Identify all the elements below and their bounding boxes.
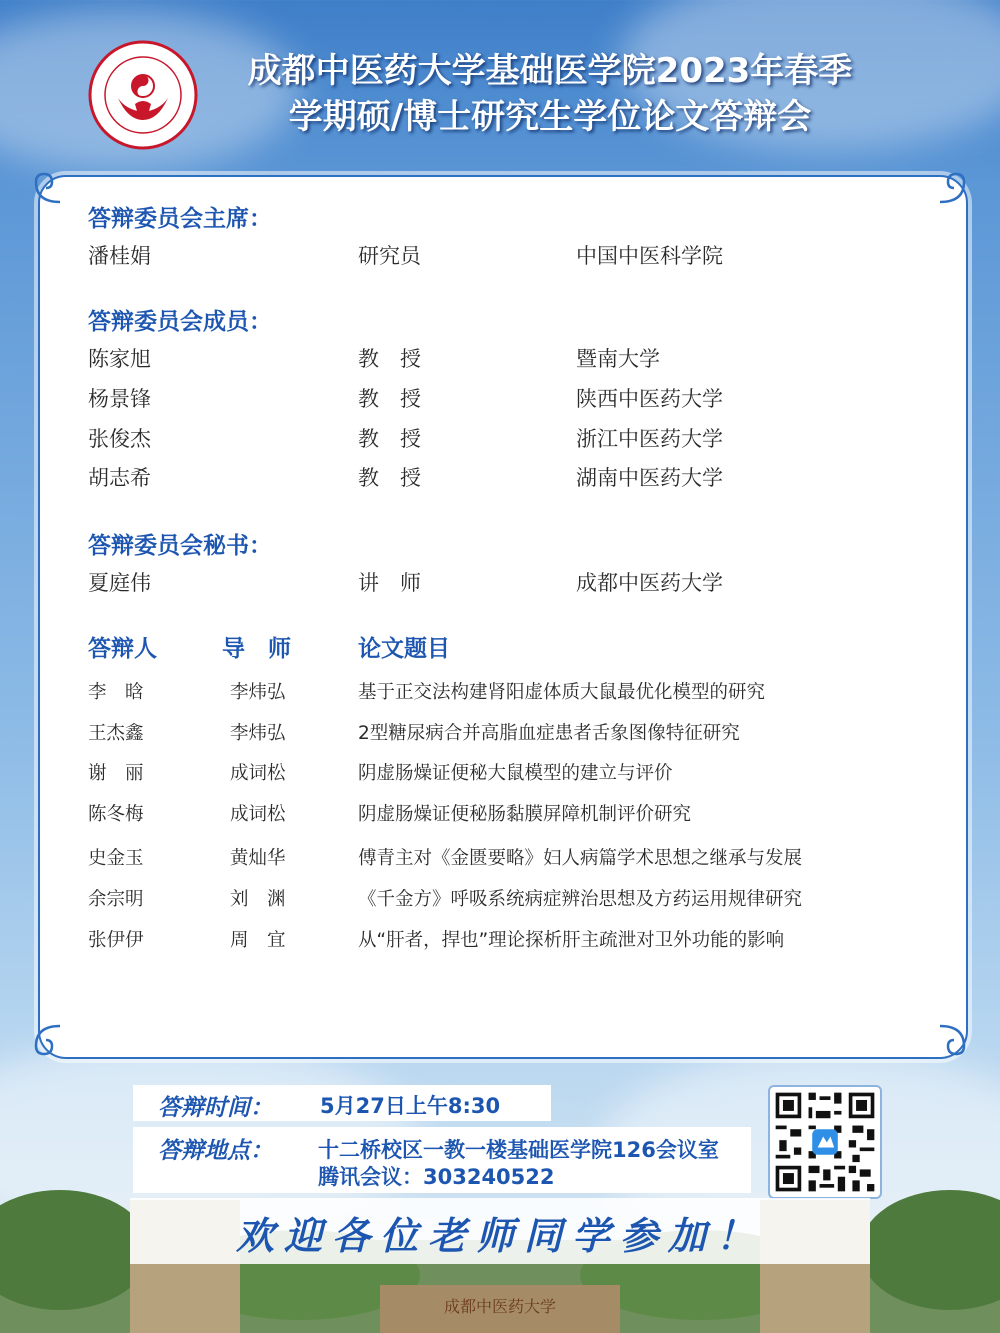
member-rank: 教 授 [358,466,421,490]
committee-row [88,383,888,413]
student-name: 李 晗 [88,682,144,703]
corner-ornament-icon [932,1022,970,1060]
advisor-name: 李炜弘 [230,723,286,744]
header-student: 答辩人 [88,636,157,662]
member-name: 夏庭伟 [88,571,151,595]
member-name: 胡志希 [88,466,151,490]
thesis-topic: 2型糖尿病合并高脂血症患者舌象图像特征研究 [358,723,740,744]
header-advisor: 导 师 [222,636,291,662]
place-value: 十二桥校区一教一楼基础医学院126会议室 [318,1138,719,1162]
committee-row [88,462,888,492]
members-section-title: 答辩委员会成员： [88,309,272,335]
member-rank: 教 授 [358,427,421,451]
table-row [88,759,888,787]
committee-row [88,240,888,270]
corner-ornament-icon [30,168,68,206]
member-name: 杨景锋 [88,387,151,411]
campus-gate-text: 成都中医药大学 [443,1297,557,1316]
student-name: 张伊伊 [88,930,144,951]
member-org: 浙江中医药大学 [576,427,723,451]
chair-section-title: 答辩委员会主席： [88,206,272,232]
committee-row [88,567,888,597]
student-name: 史金玉 [88,848,144,869]
member-rank: 讲 师 [358,571,421,595]
thesis-topic: 从“肝者，捍也”理论探析肝主疏泄对卫外功能的影响 [358,930,785,951]
thesis-topic: 基于正交法构建肾阳虚体质大鼠最优化模型的研究 [358,682,766,703]
thesis-topic: 《千金方》呼吸系统病症辨治思想及方药运用规律研究 [358,889,803,910]
member-name: 张俊杰 [88,427,151,451]
advisor-name: 成词松 [230,763,286,784]
qr-code[interactable] [768,1085,882,1199]
thesis-topic: 阴虚肠燥证便秘肠黏膜屏障机制评价研究 [358,804,692,825]
header-topic: 论文题目 [358,636,450,662]
member-org: 成都中医药大学 [576,571,723,595]
page-title [210,48,890,140]
member-org: 湖南中医药大学 [576,466,723,490]
table-row [88,719,888,747]
table-row [88,800,888,828]
advisor-name: 周 宜 [230,930,286,951]
corner-ornament-icon [30,1022,68,1060]
student-name: 余宗明 [88,889,144,910]
member-rank: 教 授 [358,347,421,371]
advisor-name: 黄灿华 [230,848,286,869]
time-label: 答辩时间： [158,1095,273,1121]
title-line-2: 学期硕/博士研究生学位论文答辩会 [288,97,812,137]
member-org: 中国中医科学院 [576,244,723,268]
student-name: 谢 丽 [88,763,144,784]
member-name: 潘桂娟 [88,244,151,268]
table-row [88,926,888,954]
table-row [88,885,888,913]
committee-row [88,423,888,453]
welcome-text: 欢迎各位老师同学参加！ [235,1214,764,1258]
member-rank: 教 授 [358,387,421,411]
advisor-name: 李炜弘 [230,682,286,703]
place-label: 答辩地点： [158,1138,273,1164]
advisor-name: 成词松 [230,804,286,825]
table-row [88,844,888,872]
student-name: 陈冬梅 [88,804,144,825]
member-org: 暨南大学 [576,347,660,371]
member-org: 陕西中医药大学 [576,387,723,411]
table-row [88,678,888,706]
secretary-section-title: 答辩委员会秘书： [88,533,272,559]
title-line-1: 成都中医药大学基础医学院2023年春季 [247,51,853,91]
university-logo [88,40,198,150]
thesis-topic: 傅青主对《金匮要略》妇人病篇学术思想之继承与发展 [358,848,803,869]
thesis-topic: 阴虚肠燥证便秘大鼠模型的建立与评价 [358,763,673,784]
advisor-name: 刘 渊 [230,889,286,910]
corner-ornament-icon [932,168,970,206]
member-name: 陈家旭 [88,347,151,371]
time-value: 5月27日上午8:30 [320,1094,501,1118]
committee-row [88,343,888,373]
tencent-meeting-value: 腾讯会议：303240522 [318,1165,555,1189]
student-name: 王杰鑫 [88,723,144,744]
member-rank: 研究员 [358,244,421,268]
qr-code-icon [772,1089,878,1195]
